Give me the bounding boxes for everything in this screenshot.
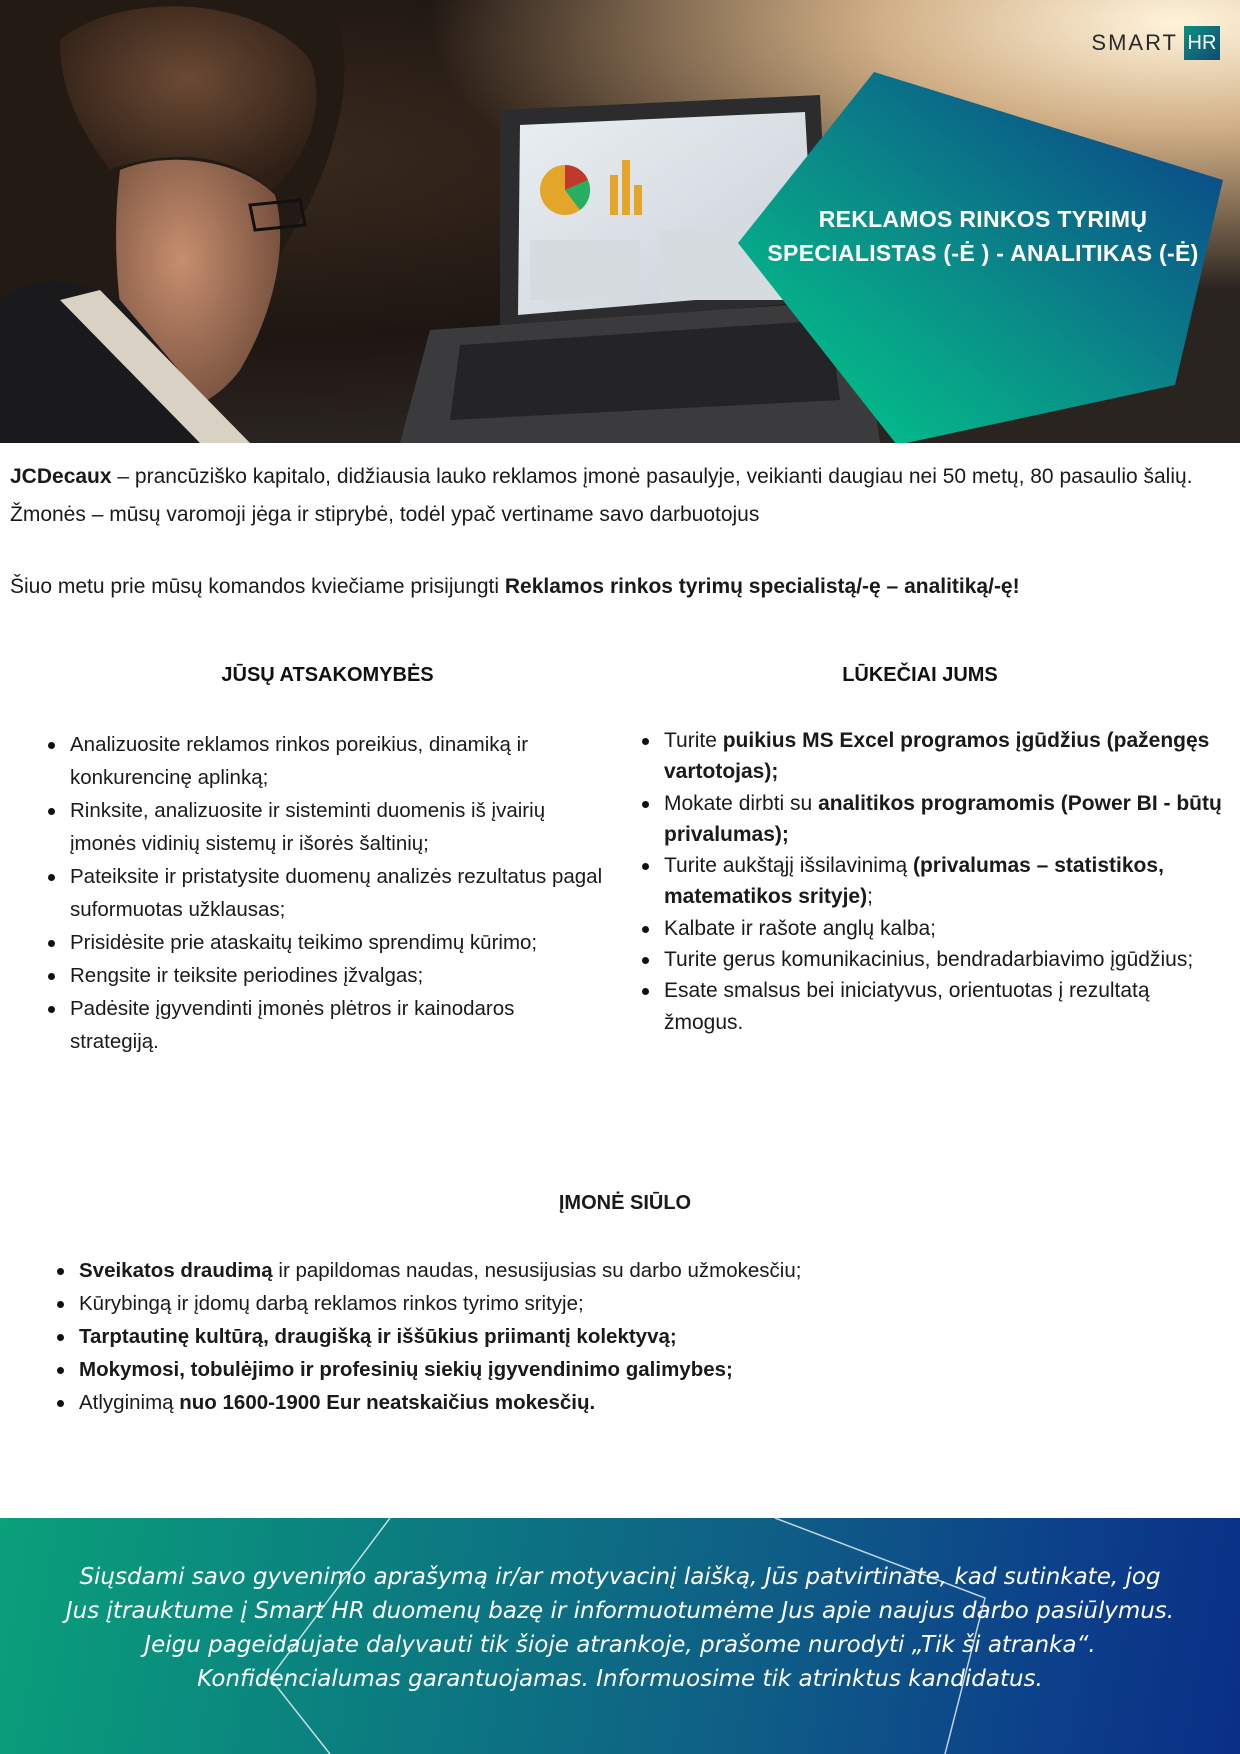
- expectations-list: [642, 725, 1227, 1038]
- expectations-heading: LŪKEČIAI JUMS: [842, 664, 998, 686]
- offer-heading: ĮMONĖ SIŪLO: [558, 1192, 692, 1214]
- invitation-text: Šiuo metu prie mūsų komandos kviečiame prisijungti: [10, 575, 505, 598]
- smart-hr-logo: [1091, 26, 1220, 60]
- list-item: Mokate dirbti su analitikos programomis (Power BI - būtų privalumas);: [642, 788, 1227, 851]
- list-item: Turite gerus komunikacinius, bendradarbiavimo įgūdžius;: [642, 944, 1227, 975]
- list-item: Turite puikius MS Excel programos įgūdžius (pažengęs vartotojas);: [642, 725, 1227, 788]
- responsibilities-heading: JŪSŲ ATSAKOMYBĖS: [221, 664, 434, 686]
- responsibilities-list: [48, 728, 608, 1058]
- company-description: – prancūziško kapitalo, didžiausia lauko reklamos įmonė pasaulyje, veikianti daugiau nei 50 metų, 80 pasaulio šalių. Žmonės – mūsų varomoji jėga ir stiprybė, todėl ypač vertiname savo darbuotojus: [10, 465, 1193, 526]
- job-title: [748, 202, 1218, 270]
- list-item: Kalbate ir rašote anglų kalba;: [642, 913, 1227, 944]
- list-item: Rinksite, analizuosite ir sisteminti duomenis iš įvairių įmonės vidinių sistemų ir išorės šaltinių;: [48, 794, 608, 860]
- list-item: Analizuosite reklamos rinkos poreikius, dinamiką ir konkurencinę aplinką;: [48, 728, 608, 794]
- job-title-line1: REKLAMOS RINKOS TYRIMŲ: [818, 206, 1148, 232]
- list-item: Rengsite ir teiksite periodines įžvalgas;: [48, 959, 608, 992]
- offer-list: [57, 1254, 1207, 1419]
- list-item: Pateiksite ir pristatysite duomenų analizės rezultatus pagal suformuotas užklausas;: [48, 860, 608, 926]
- job-title-line2: SPECIALISTAS (-Ė ) - ANALITIKAS (-Ė): [767, 240, 1199, 266]
- list-item: Tarptautinę kultūrą, draugišką ir iššūkius priimantį kolektyvą;: [57, 1320, 1207, 1353]
- consent-notice: Siųsdami savo gyvenimo aprašymą ir/ar motyvacinį laišką, Jūs patvirtinate, kad sutinkate, jog Jus įtrauktume į Smart HR duomenų bazę ir informuotumėme Jus apie naujus darbo pasiūlymus. Jeigu pageidaujate dalyvauti tik šioje atrankoje, prašome nurodyti „Tik ši atranka“. Konfidencialumas garantuojamas. Informuosime tik atrinktus kandidatus.: [65, 1564, 1175, 1692]
- list-item: Sveikatos draudimą ir papildomas naudas, nesusijusias su darbo užmokesčiu;: [57, 1254, 1207, 1287]
- logo-hr-badge: HR: [1184, 26, 1220, 60]
- list-item: Mokymosi, tobulėjimo ir profesinių siekių įgyvendinimo galimybes;: [57, 1353, 1207, 1386]
- footer-banner: [0, 1518, 1240, 1754]
- invitation: [10, 568, 1225, 606]
- position-name: Reklamos rinkos tyrimų specialistą/-ę – analitiką/-ę!: [504, 575, 1020, 598]
- list-item: Turite aukštąjį išsilavinimą (privalumas – statistikos, matematikos srityje);: [642, 850, 1227, 913]
- list-item: Kūrybingą ir įdomų darbą reklamos rinkos tyrimo srityje;: [57, 1287, 1207, 1320]
- list-item: Padėsite įgyvendinti įmonės plėtros ir kainodaros strategiją.: [48, 992, 608, 1058]
- company-intro: [10, 458, 1225, 534]
- hero-banner: [0, 0, 1240, 443]
- list-item: Atlyginimą nuo 1600-1900 Eur neatskaičius mokesčių.: [57, 1386, 1207, 1419]
- company-name: JCDecaux: [10, 465, 112, 488]
- logo-smart-text: SMART: [1091, 30, 1178, 55]
- list-item: Esate smalsus bei iniciatyvus, orientuotas į rezultatą žmogus.: [642, 975, 1227, 1038]
- list-item: Prisidėsite prie ataskaitų teikimo sprendimų kūrimo;: [48, 926, 608, 959]
